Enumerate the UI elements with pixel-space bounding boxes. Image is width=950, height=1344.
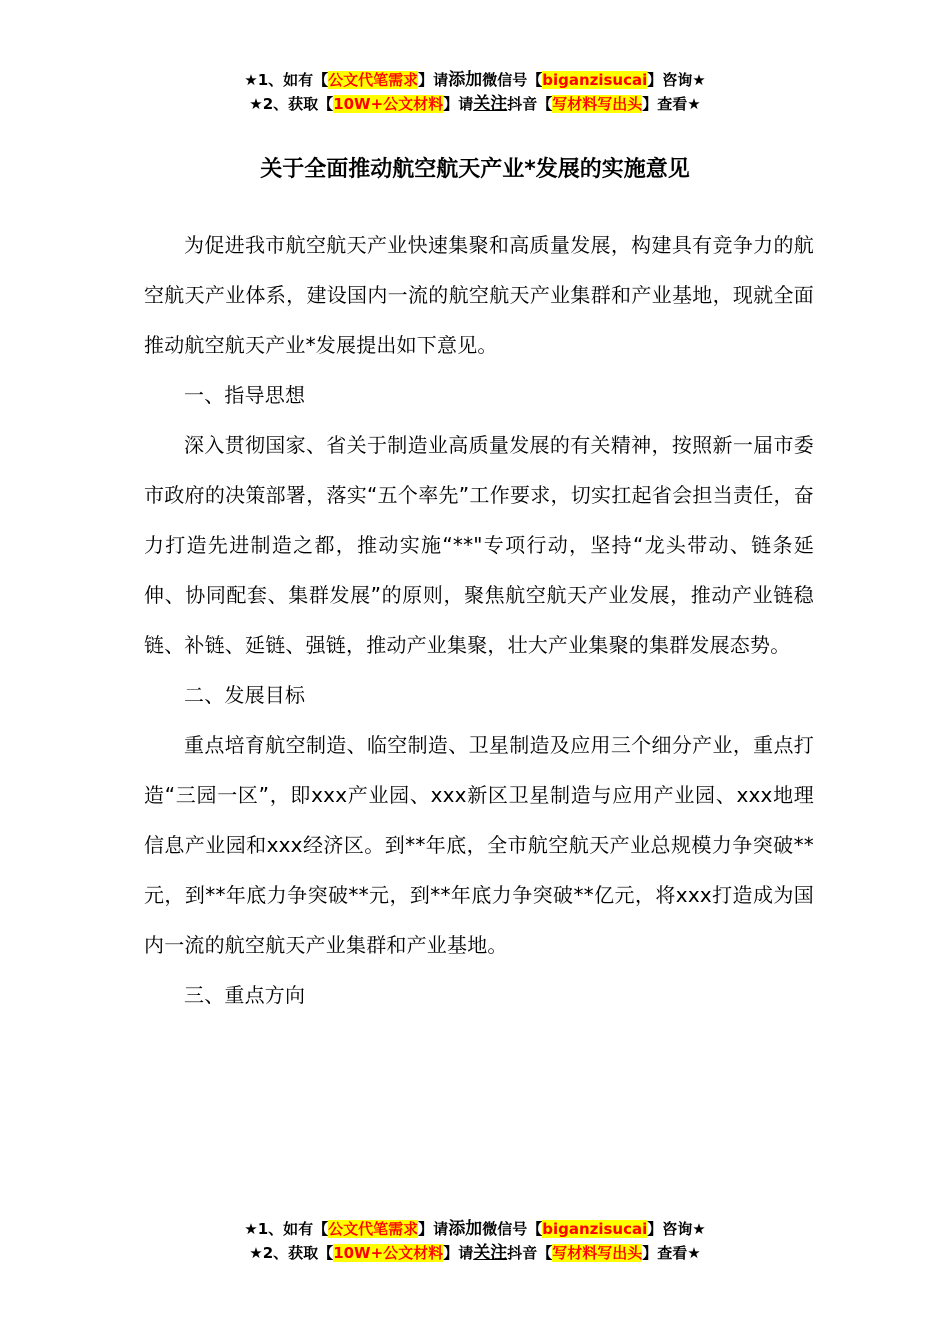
emphasis-text: 添加 <box>448 1219 483 1239</box>
promo-text: ★2、获取【 <box>249 1244 334 1262</box>
promo-text: ★1、如有【 <box>244 1220 329 1238</box>
promo-text: 微信号【 <box>482 71 543 89</box>
promo-line-2 <box>0 92 950 116</box>
section-heading-1: 一、指导思想 <box>184 383 306 407</box>
promo-text: 微信号【 <box>482 1220 543 1238</box>
highlight-materials: 10W+公文材料 <box>333 1244 444 1262</box>
paragraph-development-goals: 重点培育航空制造、临空制造、卫星制造及应用三个细分产业，重点打造“三园一区”，即xxx产业园、xxx新区卫星制造与应用产业园、xxx地理信息产业园和xxx经济区。到**年底，全市航空航天产业总规模力争突破**元，到**年底力争突破**元，到**年底力争突破**亿元，将xxx打造成为国内一流的航空航天产业集群和产业基地。 <box>144 733 814 957</box>
document-title: 关于全面推动航空航天产业*发展的实施意见 <box>260 157 690 182</box>
promo-text: 】咨询★ <box>647 71 706 89</box>
promo-text: 抖音【 <box>507 95 553 113</box>
promo-notice-top <box>0 68 950 116</box>
section-heading-3: 三、重点方向 <box>184 983 306 1007</box>
highlight-service: 公文代笔需求 <box>328 1220 419 1238</box>
promo-text: 】查看★ <box>642 95 701 113</box>
section-heading-2: 二、发展目标 <box>184 683 306 707</box>
promo-line-1 <box>0 1217 950 1241</box>
highlight-douyin-id: 写材料写出头 <box>552 95 643 113</box>
promo-text: ★1、如有【 <box>244 71 329 89</box>
highlight-materials: 10W+公文材料 <box>333 95 444 113</box>
highlight-douyin-id: 写材料写出头 <box>552 1244 643 1262</box>
promo-text: ★2、获取【 <box>249 95 334 113</box>
paragraph-guiding-ideology: 深入贯彻国家、省关于制造业高质量发展的有关精神，按照新一届市委市政府的决策部署，落实“五个率先”工作要求，切实扛起省会担当责任，奋力打造先进制造之都，推动实施“**"专项行动，坚持“龙头带动、链条延伸、协同配套、集群发展”的原则，聚焦航空航天产业发展，推动产业链稳链、补链、延链、强链，推动产业集聚，壮大产业集聚的集群发展态势。 <box>144 433 814 657</box>
promo-notice-bottom <box>0 1217 950 1265</box>
document-body <box>144 220 814 1020</box>
highlight-service: 公文代笔需求 <box>328 71 419 89</box>
promo-text: 】请 <box>418 1220 449 1238</box>
promo-line-2 <box>0 1241 950 1265</box>
promo-text: 抖音【 <box>507 1244 553 1262</box>
promo-text: 】请 <box>443 1244 474 1262</box>
promo-text: 】咨询★ <box>647 1220 706 1238</box>
highlight-wechat-id: biganzisucai <box>542 1220 648 1238</box>
paragraph-intro: 为促进我市航空航天产业快速集聚和高质量发展，构建具有竞争力的航空航天产业体系，建设国内一流的航空航天产业集群和产业基地，现就全面推动航空航天产业*发展提出如下意见。 <box>144 233 814 357</box>
emphasis-text: 添加 <box>448 70 483 90</box>
emphasis-text: 关注 <box>473 94 508 114</box>
promo-text: 】查看★ <box>642 1244 701 1262</box>
promo-text: 】请 <box>418 71 449 89</box>
highlight-wechat-id: biganzisucai <box>542 71 648 89</box>
promo-line-1 <box>0 68 950 92</box>
promo-text: 】请 <box>443 95 474 113</box>
emphasis-text: 关注 <box>473 1243 508 1263</box>
